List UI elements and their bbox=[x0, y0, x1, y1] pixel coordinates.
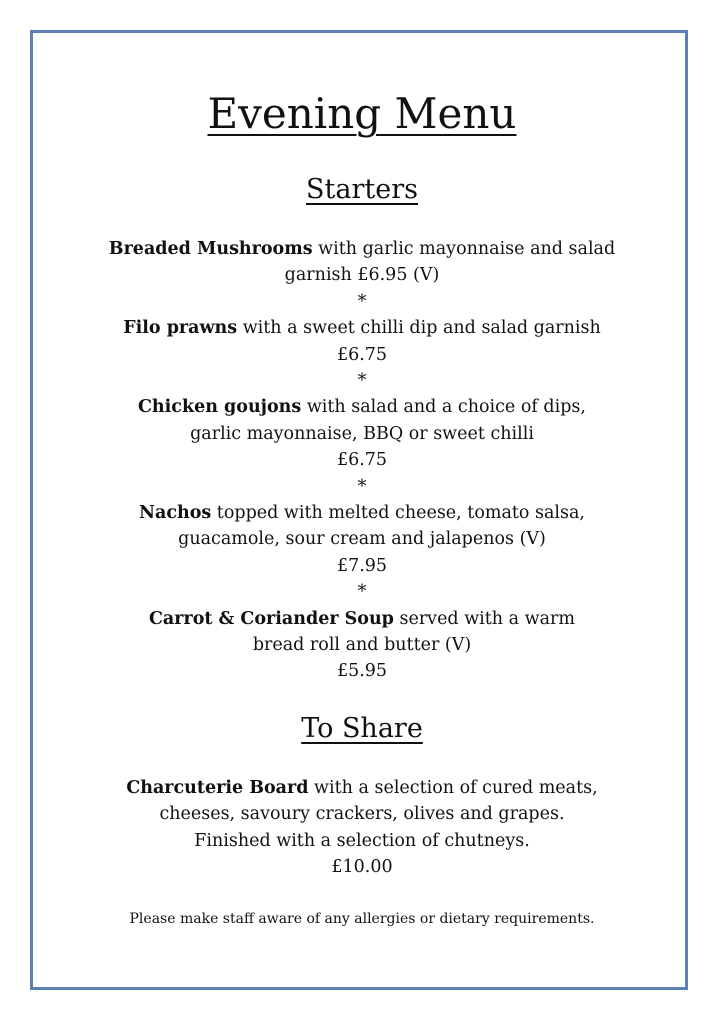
item-price: £10.00 bbox=[331, 857, 393, 878]
starters-heading: Starters bbox=[306, 174, 418, 205]
menu-item-carrot-coriander-soup bbox=[60, 606, 664, 685]
item-description: with a selection of cured meats, bbox=[308, 778, 598, 798]
item-name: Breaded Mushrooms bbox=[108, 239, 313, 259]
item-name: Nachos bbox=[138, 503, 212, 524]
share-list bbox=[60, 775, 664, 881]
menu-item-filo-prawns bbox=[60, 315, 664, 368]
to-share-heading: To Share bbox=[301, 713, 423, 744]
item-price: £7.95 bbox=[336, 555, 388, 576]
item-separator: * bbox=[357, 291, 367, 312]
item-name: Carrot & Coriander Soup bbox=[148, 608, 394, 629]
item-name: Chicken goujons bbox=[138, 397, 302, 418]
item-description-line: garlic mayonnaise, BBQ or sweet chilli bbox=[190, 423, 534, 444]
menu-item-nachos bbox=[60, 500, 664, 579]
item-description-line: bread roll and butter (V) bbox=[252, 635, 472, 656]
menu-item-chicken-goujons bbox=[60, 394, 664, 473]
item-description: topped with melted cheese, tomato salsa, bbox=[211, 503, 585, 524]
item-description: with salad and a choice of dips, bbox=[301, 397, 586, 418]
item-first-line bbox=[60, 500, 664, 526]
menu-item-charcuterie-board bbox=[60, 775, 664, 881]
menu-item-breaded-mushrooms bbox=[60, 236, 664, 289]
starters-list bbox=[60, 236, 664, 685]
item-description-line: Finished with a selection of chutneys. bbox=[194, 830, 530, 851]
item-first-line bbox=[60, 606, 664, 632]
allergy-notice: Please make staff aware of any allergies or dietary requirements. bbox=[129, 911, 595, 927]
menu-title: Evening Menu bbox=[207, 89, 517, 138]
item-description: with garlic mayonnaise and salad bbox=[312, 239, 616, 259]
item-name: Filo prawns bbox=[123, 318, 238, 339]
item-description-line: garnish £6.95 (V) bbox=[284, 265, 440, 286]
item-price: £5.95 bbox=[336, 661, 388, 682]
item-first-line bbox=[60, 315, 664, 341]
item-price: £6.75 bbox=[336, 344, 388, 365]
item-separator: * bbox=[357, 371, 367, 392]
item-description-line: guacamole, sour cream and jalapenos (V) bbox=[178, 529, 546, 550]
item-description: with a sweet chilli dip and salad garnish bbox=[237, 318, 601, 339]
item-description: served with a warm bbox=[393, 608, 576, 629]
item-description-line: cheeses, savoury crackers, olives and grapes. bbox=[159, 804, 565, 825]
item-name: Charcuterie Board bbox=[126, 778, 309, 798]
item-first-line bbox=[60, 775, 664, 801]
item-first-line bbox=[60, 236, 664, 262]
item-first-line bbox=[60, 394, 664, 420]
item-price: £6.75 bbox=[336, 450, 388, 471]
item-separator: * bbox=[357, 476, 367, 497]
item-separator: * bbox=[357, 582, 367, 603]
